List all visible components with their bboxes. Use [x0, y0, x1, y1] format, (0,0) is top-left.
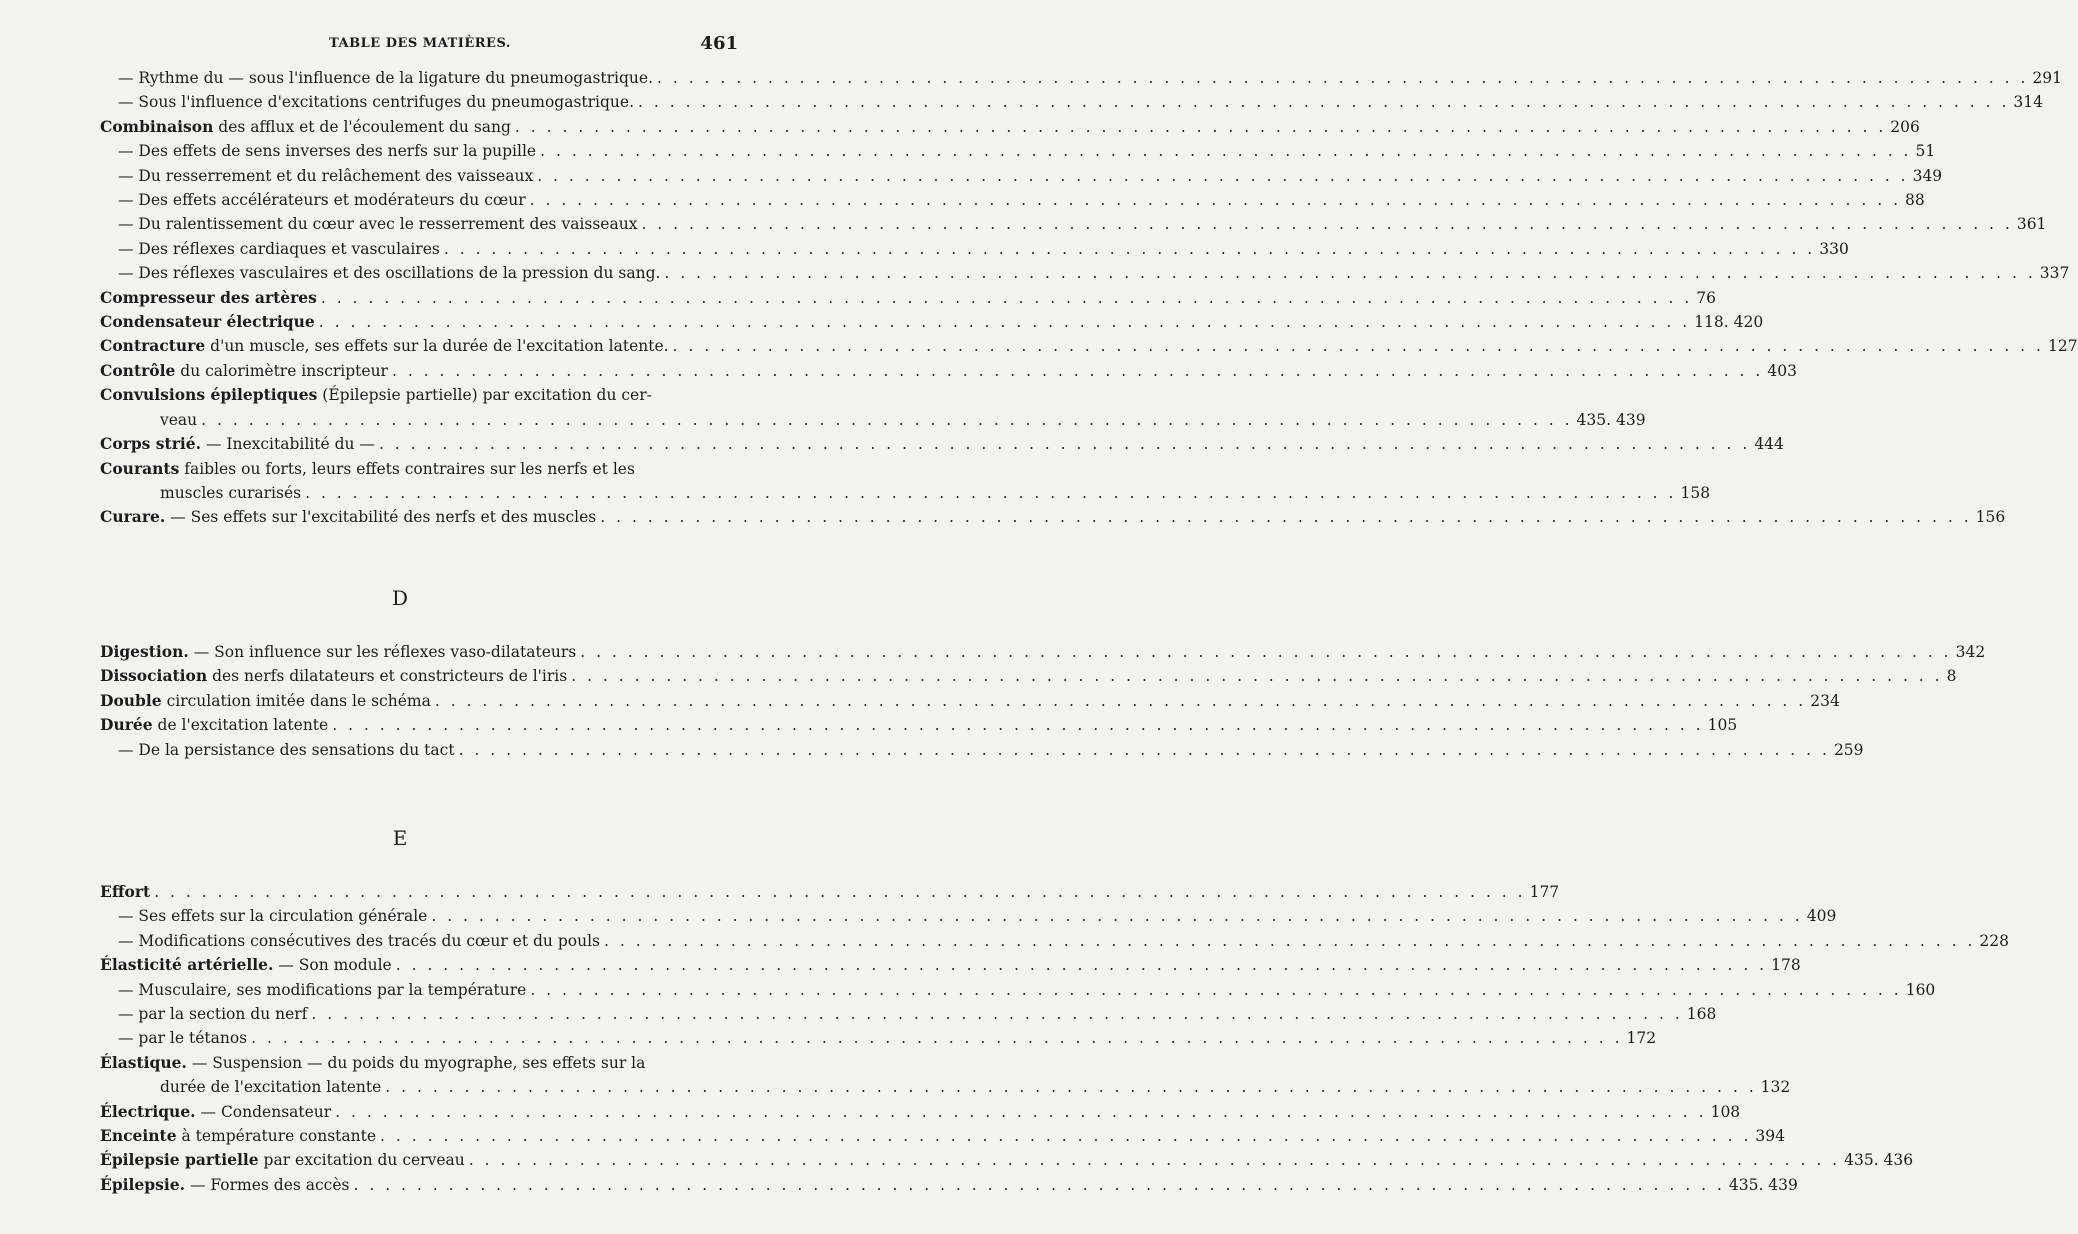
entry-pages: 330 — [1819, 239, 1849, 258]
entry-line — [100, 738, 1864, 762]
entry-continuation-line — [100, 481, 1711, 505]
dot-leader — [664, 261, 2035, 285]
entry-line — [100, 432, 1784, 456]
entry-label: — Des effets accélérateurs et modérateurs du cœur — [118, 191, 526, 210]
entry-text: faibles ou forts, leurs effets contraires sur les nerfs et les — [179, 459, 635, 478]
entry-first-line — [100, 1051, 740, 1075]
dot-leader — [540, 139, 1911, 163]
section-e — [100, 880, 2009, 1197]
dot-leader — [385, 1075, 1756, 1099]
index-entry — [100, 1148, 1914, 1172]
entry-label — [100, 664, 567, 688]
index-entry — [100, 188, 1925, 212]
entry-label — [100, 286, 317, 310]
entry-line — [100, 640, 1986, 664]
dot-leader — [305, 481, 1676, 505]
entry-label: — Des effets de sens inverses des nerfs sur la pupille — [118, 142, 537, 161]
entry-pages: 234 — [1810, 691, 1840, 710]
entry-pages: 349 — [1912, 166, 1943, 185]
index-entry — [100, 689, 1840, 713]
index-entry — [100, 383, 1646, 432]
dot-leader — [530, 978, 1901, 1002]
entry-text: — Suspension — du poids du myographe, ses effets sur la — [186, 1053, 646, 1072]
dot-leader — [332, 713, 1703, 737]
entry-line — [100, 359, 1797, 383]
index-entry — [100, 359, 1797, 383]
dot-leader — [392, 359, 1763, 383]
entry-line — [100, 310, 1764, 334]
entry-line — [100, 689, 1840, 713]
entry-pages: 8 — [1946, 667, 1957, 686]
index-entry — [100, 212, 2047, 236]
entry-keyword: Compresseur des artères — [100, 287, 317, 307]
entry-keyword: Dissociation — [100, 666, 208, 686]
dot-leader — [154, 880, 1525, 904]
entry-label: — Sous l'influence d'excitations centrifuges du pneumogastrique. — [118, 93, 635, 112]
dot-leader — [319, 310, 1690, 334]
entry-label — [100, 310, 315, 334]
dot-leader — [353, 1173, 1724, 1197]
entry-label: — Rythme du — sous l'influence de la ligature du pneumogastrique. — [118, 69, 653, 87]
section-letter-e: E — [392, 826, 408, 850]
entry-keyword: Élastique. — [100, 1052, 187, 1072]
entry-line — [100, 953, 1801, 977]
dot-leader — [515, 115, 1886, 139]
entry-text: — Inexcitabilité du — — [201, 435, 375, 454]
entry-text: du calorimètre inscripteur — [175, 361, 388, 380]
entry-keyword: Condensateur électrique — [100, 312, 315, 332]
entry-pages: 177 — [1529, 883, 1560, 901]
entry-label — [100, 359, 388, 383]
entry-pages: 337 — [2039, 264, 2070, 283]
page-number: 461 — [700, 33, 738, 54]
index-entry — [100, 139, 1936, 163]
entry-pages: 435. 439 — [1728, 1175, 1798, 1194]
entry-label — [100, 1100, 331, 1124]
dot-leader — [431, 904, 1802, 928]
entry-text: — Formes des accès — [185, 1175, 350, 1194]
dot-leader — [201, 408, 1572, 432]
entry-continuation: muscles curarisés — [160, 483, 302, 502]
entry-label — [100, 334, 669, 358]
entry-label: — Ses effets sur la circulation générale — [118, 907, 428, 926]
running-title: TABLE DES MATIÈRES. — [329, 36, 511, 51]
entry-label: — Des réflexes cardiaques et vasculaires — [118, 239, 440, 258]
entry-text: — Ses effets sur l'excitabilité des nerfs et des muscles — [165, 508, 597, 527]
dot-leader — [657, 66, 2028, 90]
entry-text: de l'excitation latente — [152, 716, 329, 735]
index-entry — [100, 286, 1717, 310]
dot-leader — [379, 432, 1750, 456]
index-entry — [100, 115, 1920, 139]
dot-leader — [380, 1124, 1751, 1148]
index-entry — [100, 880, 1560, 904]
entry-keyword: Enceinte — [100, 1126, 177, 1146]
entry-pages: 342 — [1955, 643, 1986, 661]
entry-line — [100, 188, 1925, 212]
entry-keyword: Contracture — [100, 336, 206, 356]
entry-line — [100, 66, 2062, 90]
entry-pages: 127 — [2047, 337, 2078, 356]
entry-text: — Condensateur — [195, 1102, 332, 1121]
index-entry — [100, 505, 2006, 529]
entry-keyword: Corps strié. — [100, 434, 201, 454]
entry-label: — De la persistance des sensations du tact — [118, 740, 455, 759]
index-entry — [100, 978, 1936, 1002]
entry-line — [100, 164, 1943, 188]
dot-leader — [571, 664, 1942, 688]
index-entry — [100, 953, 1801, 977]
entry-text: circulation imitée dans le schéma — [161, 691, 431, 710]
entry-label: — Des réflexes vasculaires et des oscillations de la pression du sang. — [118, 264, 661, 283]
entry-label — [100, 953, 392, 977]
index-entry — [100, 713, 1738, 737]
entry-label — [100, 505, 596, 529]
entry-line — [100, 1124, 1785, 1148]
dot-leader — [469, 1148, 1840, 1172]
entry-keyword: Digestion. — [100, 642, 189, 661]
index-entry — [100, 904, 1837, 928]
index-entry — [100, 640, 1986, 664]
entry-keyword: Épilepsie. — [100, 1174, 186, 1194]
entry-label: — Modifications consécutives des tracés du cœur et du pouls — [118, 931, 600, 950]
entry-label: — Musculaire, ses modifications par la température — [118, 980, 527, 999]
index-entry — [100, 1026, 1657, 1050]
entry-pages: 156 — [1975, 508, 2006, 527]
entry-keyword: Effort — [100, 882, 151, 901]
entry-pages: 158 — [1680, 483, 1711, 502]
entry-line — [100, 713, 1738, 737]
entry-line — [100, 115, 1920, 139]
entry-text: d'un muscle, ses effets sur la durée de l'excitation latente. — [205, 337, 669, 356]
entry-pages: 76 — [1696, 288, 1717, 307]
entry-label — [100, 689, 431, 713]
index-entry — [100, 164, 1943, 188]
dot-leader — [444, 237, 1815, 261]
entry-pages: 118. 420 — [1694, 313, 1764, 332]
dot-leader — [604, 929, 1975, 953]
dot-leader — [673, 334, 2044, 358]
entry-label — [100, 432, 375, 456]
dot-leader — [311, 1002, 1682, 1026]
entry-text: — Son influence sur les réflexes vaso-dilatateurs — [188, 643, 577, 661]
entry-line — [100, 237, 1849, 261]
entry-line — [100, 929, 2009, 953]
section-d — [100, 640, 1986, 762]
dot-leader — [251, 1026, 1622, 1050]
dot-leader — [537, 164, 1908, 188]
index-entry — [100, 432, 1784, 456]
entry-pages: 172 — [1626, 1029, 1657, 1048]
entry-pages: 108 — [1710, 1102, 1741, 1121]
entry-label — [100, 640, 576, 664]
entry-line — [100, 286, 1717, 310]
section-c — [100, 66, 2078, 530]
dot-leader — [335, 1100, 1706, 1124]
entry-pages: 132 — [1760, 1078, 1791, 1097]
running-header — [100, 33, 740, 62]
dot-leader — [459, 738, 1830, 762]
entry-label — [100, 880, 150, 904]
entry-pages: 394 — [1755, 1127, 1785, 1146]
entry-pages: 435. 436 — [1844, 1151, 1914, 1170]
entry-pages: 51 — [1915, 142, 1936, 161]
index-entry — [100, 334, 2078, 358]
entry-text: — Son module — [273, 956, 392, 975]
entry-pages: 88 — [1905, 191, 1925, 210]
section-letter-d: D — [391, 586, 409, 610]
entry-pages: 409 — [1806, 907, 1837, 926]
entry-line — [100, 880, 1560, 904]
dot-leader — [530, 188, 1901, 212]
entry-first-line — [100, 457, 740, 481]
index-entry — [100, 929, 2009, 953]
entry-line — [100, 505, 2006, 529]
entry-pages: 403 — [1767, 361, 1797, 380]
entry-line — [100, 334, 2078, 358]
entry-line — [100, 978, 1936, 1002]
entry-text: à température constante — [176, 1127, 377, 1146]
entry-continuation: durée de l'excitation latente — [160, 1078, 382, 1097]
entry-pages: 105 — [1707, 716, 1738, 735]
entry-keyword: Courants — [100, 458, 180, 478]
entry-keyword: Curare. — [100, 507, 166, 527]
entry-label: — Du resserrement et du relâchement des vaisseaux — [118, 166, 534, 185]
entry-line — [100, 212, 2047, 236]
entry-text: par excitation du cerveau — [258, 1151, 465, 1170]
index-entry — [100, 1173, 1798, 1197]
index-entry — [100, 1100, 1741, 1124]
entry-text: des nerfs dilatateurs et constricteurs de l'iris — [207, 667, 568, 686]
dot-leader — [600, 505, 1971, 529]
entry-keyword: Double — [100, 690, 162, 710]
entry-keyword: Durée — [100, 715, 153, 735]
entry-label: — par la section du nerf — [118, 1005, 308, 1024]
entry-keyword: Élasticité artérielle. — [100, 955, 274, 975]
entry-pages: 168 — [1686, 1005, 1717, 1024]
entry-line — [100, 1148, 1914, 1172]
entry-continuation: veau — [160, 410, 198, 429]
entry-pages: 361 — [2016, 215, 2047, 234]
index-entry — [100, 457, 1711, 506]
index-entry — [100, 261, 2070, 285]
entry-keyword: Convulsions épileptiques — [100, 385, 318, 405]
entry-pages: 228 — [1979, 931, 2009, 950]
index-entry — [100, 310, 1764, 334]
entry-keyword: Épilepsie partielle — [100, 1150, 259, 1170]
entry-text: (Épilepsie partielle) par excitation du cer- — [317, 386, 652, 405]
entry-label: — par le tétanos — [118, 1029, 248, 1048]
entry-label — [100, 1148, 465, 1172]
entry-keyword: Combinaison — [100, 116, 214, 136]
index-entry — [100, 66, 2062, 90]
entry-continuation-line — [100, 408, 1646, 432]
dot-leader — [638, 90, 2009, 114]
entry-label: — Du ralentissement du cœur avec le resserrement des vaisseaux — [118, 215, 638, 234]
index-entry — [100, 1002, 1717, 1026]
entry-pages: 314 — [2013, 93, 2043, 112]
index-entry — [100, 237, 1849, 261]
dot-leader — [396, 953, 1767, 977]
entry-pages: 291 — [2032, 69, 2062, 87]
entry-line — [100, 1100, 1741, 1124]
entry-text: des afflux et de l'écoulement du sang — [213, 117, 511, 136]
entry-line — [100, 904, 1837, 928]
entry-first-line — [100, 383, 740, 407]
entry-line — [100, 139, 1936, 163]
entry-pages: 178 — [1771, 956, 1801, 975]
dot-leader — [580, 640, 1951, 664]
entry-keyword: Contrôle — [100, 360, 176, 380]
entry-keyword: Électrique. — [100, 1101, 196, 1121]
index-entry — [100, 738, 1864, 762]
entry-line — [100, 1173, 1798, 1197]
index-entry — [100, 1124, 1785, 1148]
entry-label — [100, 1124, 376, 1148]
entry-label — [100, 713, 328, 737]
entry-label — [100, 115, 511, 139]
entry-continuation-line — [100, 1075, 1791, 1099]
entry-pages: 206 — [1890, 117, 1920, 136]
dot-leader — [641, 212, 2012, 236]
entry-pages: 444 — [1754, 435, 1784, 454]
dot-leader — [435, 689, 1806, 713]
entry-pages: 160 — [1905, 980, 1936, 999]
entry-line — [100, 261, 2070, 285]
index-entry — [100, 664, 1957, 688]
dot-leader — [321, 286, 1692, 310]
entry-pages: 259 — [1833, 740, 1864, 759]
entry-label — [100, 1173, 349, 1197]
entry-line — [100, 90, 2043, 114]
index-entry — [100, 1051, 1791, 1100]
entry-pages: 435. 439 — [1576, 410, 1646, 429]
entry-line — [100, 1002, 1717, 1026]
index-entry — [100, 90, 2043, 114]
entry-line — [100, 664, 1957, 688]
entry-line — [100, 1026, 1657, 1050]
